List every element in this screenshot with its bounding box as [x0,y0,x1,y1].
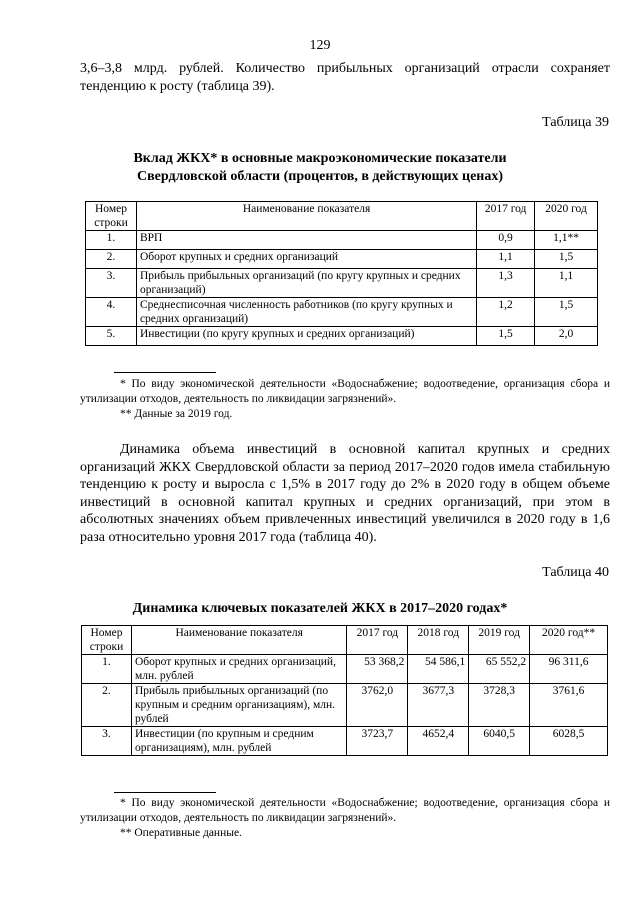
row-2020: 1,5 [535,298,598,327]
table40-header-2017: 2017 год [347,626,408,655]
table40-footnote-2: ** Оперативные данные. [120,827,242,839]
row-2020: 1,5 [535,250,598,269]
table39-header-row [86,202,598,231]
table40-header-2018: 2018 год [408,626,469,655]
footnote-divider [114,372,216,373]
row-2017: 1,3 [477,269,535,298]
table-row [86,231,598,250]
table40-title: Динамика ключевых показателей ЖКХ в 2017–2020 годах* [132,601,508,616]
page-number: 129 [309,38,331,53]
table40-header-name: Наименование показателя [131,626,346,655]
row-2020: 1,1** [535,231,598,250]
table-row [82,655,608,684]
row-name: Инвестиции (по крупным и средним организациям), млн. рублей [131,727,346,756]
row-number: 5. [86,327,137,346]
table39-header-name: Наименование показателя [136,202,476,231]
row-number: 4. [86,298,137,327]
table39-header-num: Номер строки [86,202,137,231]
row-number: 3. [82,727,132,756]
row-2019: 3728,3 [469,684,530,727]
body-paragraph: Динамика объема инвестиций в основной капитал крупных и средних организаций ЖКХ Свердловской области за период 2017–2020 годов имела стабильную тенденцию к росту и выросла с 1,5% в 2017 году до 2% в 2020 году в общем объеме инвестиций в основной капитал крупных и средних организаций, при этом в абсолютных значениях объем привлеченных инвестиций увеличился в 2020 году в 1,6 раза относительно уровня 2017 года (таблица 40). [80,442,610,545]
table39-footnote-1: * По виду экономической деятельности «Водоснабжение; водоотведение, организация сбора и утилизации отходов, деятельность по ликвидации загрязнений». [80,378,610,405]
row-2017: 1,2 [477,298,535,327]
row-name: Среднесписочная численность работников (по кругу крупных и средних организаций) [136,298,476,327]
footnote-divider [114,792,216,793]
table-row [82,727,608,756]
table39-footnote-2: ** Данные за 2019 год. [120,408,233,420]
row-2017: 53 368,2 [347,655,408,684]
table39 [85,201,598,346]
table39-title-line1: Вклад ЖКХ* в основные макроэкономические показатели [133,151,507,166]
row-2020: 96 311,6 [530,655,608,684]
table40-header-2020: 2020 год** [530,626,608,655]
row-name: Прибыль прибыльных организаций (по крупным и средним организациям), млн. рублей [131,684,346,727]
table40-label: Таблица 40 [542,565,609,580]
table39-header-2017: 2017 год [477,202,535,231]
table-row [86,250,598,269]
intro-paragraph: 3,6–3,8 млрд. рублей. Количество прибыльных организаций отрасли сохраняет тенденцию к росту (таблица 39). [80,61,610,94]
row-2019: 6040,5 [469,727,530,756]
row-name: ВРП [136,231,476,250]
row-2017: 3723,7 [347,727,408,756]
row-2018: 3677,3 [408,684,469,727]
table39-header-2020: 2020 год [535,202,598,231]
row-2017: 3762,0 [347,684,408,727]
table-row [86,269,598,298]
table40-header-row [82,626,608,655]
table40-footnote-1: * По виду экономической деятельности «Водоснабжение; водоотведение, организация сбора и утилизации отходов, деятельность по ликвидации загрязнений». [80,797,610,824]
row-number: 1. [82,655,132,684]
row-name: Оборот крупных и средних организаций, млн. рублей [131,655,346,684]
row-number: 2. [86,250,137,269]
row-2019: 65 552,2 [469,655,530,684]
row-name: Оборот крупных и средних организаций [136,250,476,269]
row-2018: 4652,4 [408,727,469,756]
row-2017: 0,9 [477,231,535,250]
row-2018: 54 586,1 [408,655,469,684]
row-name: Прибыль прибыльных организаций (по кругу крупных и средних организаций) [136,269,476,298]
row-2020: 6028,5 [530,727,608,756]
row-2020: 3761,6 [530,684,608,727]
table40-header-num: Номер строки [82,626,132,655]
table40 [81,625,608,756]
row-2017: 1,5 [477,327,535,346]
table40-header-2019: 2019 год [469,626,530,655]
table-row [82,684,608,727]
row-name: Инвестиции (по кругу крупных и средних организаций) [136,327,476,346]
table39-title-line2: Свердловской области (процентов, в действующих ценах) [136,169,504,184]
table-row [86,298,598,327]
row-number: 1. [86,231,137,250]
row-2017: 1,1 [477,250,535,269]
row-number: 2. [82,684,132,727]
table-row [86,327,598,346]
row-number: 3. [86,269,137,298]
row-2020: 2,0 [535,327,598,346]
row-2020: 1,1 [535,269,598,298]
table39-title [80,150,560,186]
table39-label: Таблица 39 [542,115,609,130]
